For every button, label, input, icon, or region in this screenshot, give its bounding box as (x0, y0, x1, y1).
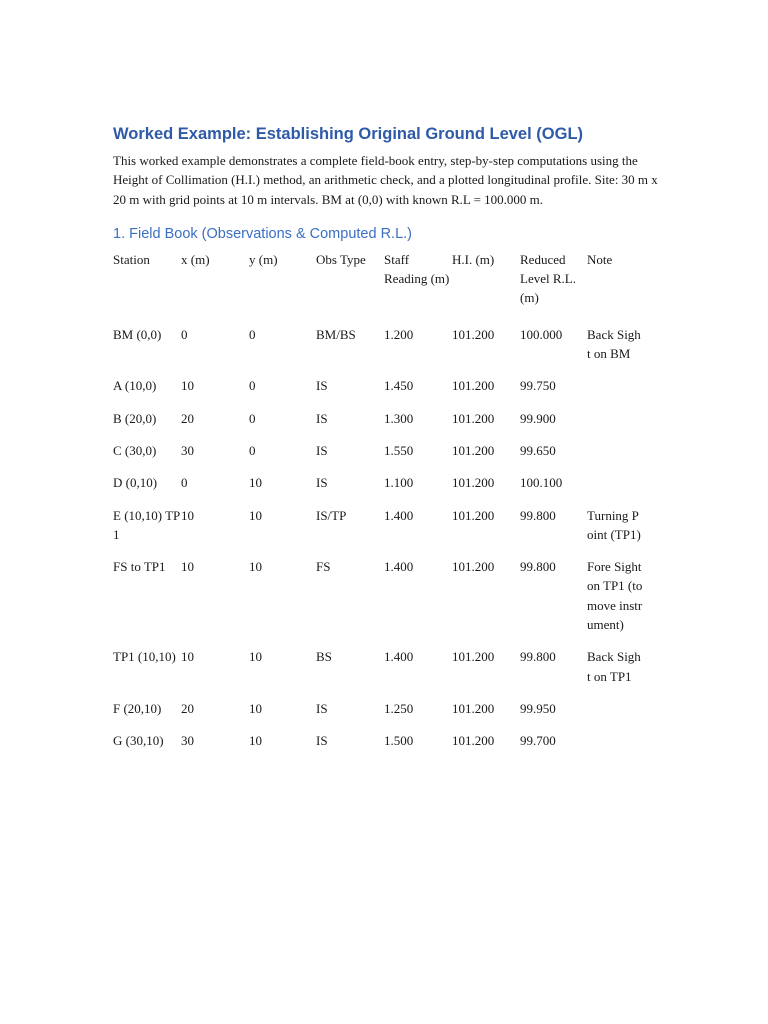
cell-x: 10 (181, 559, 194, 575)
cell-reduced-level: 99.800 (520, 507, 556, 523)
cell-station: B (20,0) (113, 410, 157, 426)
cell-reduced-level: 99.750 (520, 378, 556, 394)
cell-note (587, 409, 643, 441)
cell-note (587, 441, 643, 473)
cell-hi: 101.200 (452, 378, 495, 394)
cell-note: Back Sight on BM (587, 326, 641, 362)
table-row (113, 325, 643, 377)
cell-staff-reading: 1.450 (384, 378, 414, 394)
cell-obs-type: IS (316, 378, 328, 394)
header-obs-type: Obs Type (316, 251, 366, 267)
cell-staff-reading: 1.100 (384, 475, 414, 491)
cell-x: 0 (181, 475, 188, 491)
cell-y: 10 (249, 475, 262, 491)
cell-hi: 101.200 (452, 442, 495, 458)
cell-obs-type: IS (316, 475, 328, 491)
cell-reduced-level: 99.900 (520, 410, 556, 426)
cell-obs-type: BS (316, 649, 332, 665)
cell-staff-reading: 1.400 (384, 507, 414, 523)
table-body (113, 325, 643, 764)
cell-reduced-level: 99.800 (520, 649, 556, 665)
table-row (113, 647, 643, 699)
cell-staff-reading: 1.250 (384, 700, 414, 716)
cell-reduced-level: 100.000 (520, 326, 563, 342)
cell-hi: 101.200 (452, 507, 495, 523)
header-x: x (m) (181, 251, 210, 267)
cell-reduced-level: 99.950 (520, 700, 556, 716)
cell-y: 10 (249, 649, 262, 665)
cell-hi: 101.200 (452, 733, 495, 749)
intro-paragraph: This worked example demonstrates a complete field-book entry, step-by-step computations using the Height of Collimation (H.I.) method, an arithmetic check, and a plotted longitudinal profile. Site: 30 m x 20 m with grid points at 10 m intervals. BM at (0,0) with known R.L = 100.000 m. (113, 153, 658, 207)
cell-note: Turning Point (TP1) (587, 507, 641, 542)
cell-obs-type: IS (316, 733, 328, 749)
cell-station: C (30,0) (113, 442, 157, 458)
header-note: Note (587, 251, 613, 267)
header-reduced-level: Reduced Level R.L. (m) (520, 251, 576, 306)
cell-obs-type: FS (316, 559, 331, 575)
cell-station: G (30,10) (113, 733, 164, 749)
cell-note (587, 376, 643, 408)
cell-note (587, 473, 643, 505)
cell-y: 0 (249, 410, 256, 426)
cell-x: 30 (181, 442, 194, 458)
cell-station: A (10,0) (113, 378, 157, 394)
cell-y: 0 (249, 326, 256, 342)
table-row (113, 473, 643, 505)
cell-station: FS to TP1 (113, 559, 166, 575)
cell-y: 0 (249, 442, 256, 458)
cell-note (587, 731, 643, 763)
cell-staff-reading: 1.400 (384, 649, 414, 665)
cell-x: 10 (181, 378, 194, 394)
cell-staff-reading: 1.500 (384, 733, 414, 749)
cell-station: E (10,10) TP1 (113, 507, 181, 542)
cell-y: 10 (249, 559, 262, 575)
cell-obs-type: IS (316, 442, 328, 458)
cell-x: 30 (181, 733, 194, 749)
table-row (113, 731, 643, 763)
table-row (113, 409, 643, 441)
cell-reduced-level: 99.700 (520, 733, 556, 749)
cell-obs-type: IS (316, 410, 328, 426)
document-page (113, 122, 658, 764)
table-row (113, 557, 643, 647)
cell-y: 10 (249, 733, 262, 749)
cell-reduced-level: 99.650 (520, 442, 556, 458)
cell-x: 20 (181, 700, 194, 716)
cell-hi: 101.200 (452, 700, 495, 716)
table-header-row (113, 250, 643, 325)
cell-x: 0 (181, 326, 188, 342)
table-row (113, 506, 643, 558)
cell-staff-reading: 1.550 (384, 442, 414, 458)
cell-hi: 101.200 (452, 559, 495, 575)
cell-station: TP1 (10,10) (113, 649, 176, 665)
cell-y: 0 (249, 378, 256, 394)
field-book-table (113, 250, 643, 764)
cell-hi: 101.200 (452, 475, 495, 491)
cell-x: 10 (181, 507, 194, 523)
header-hi: H.I. (m) (452, 251, 495, 267)
cell-reduced-level: 100.100 (520, 475, 563, 491)
cell-x: 20 (181, 410, 194, 426)
cell-staff-reading: 1.300 (384, 410, 414, 426)
cell-note: Back Sight on TP1 (587, 649, 641, 684)
cell-obs-type: IS (316, 700, 328, 716)
table-row (113, 699, 643, 731)
cell-reduced-level: 99.800 (520, 559, 556, 575)
cell-station: D (0,10) (113, 475, 158, 491)
cell-staff-reading: 1.200 (384, 326, 414, 342)
cell-obs-type: BM/BS (316, 326, 356, 342)
cell-note (587, 699, 643, 731)
header-y: y (m) (249, 251, 278, 267)
cell-note: Fore Sight on TP1 (to move instrument) (587, 559, 643, 633)
cell-staff-reading: 1.400 (384, 559, 414, 575)
cell-x: 10 (181, 649, 194, 665)
section-heading-field-book: 1. Field Book (Observations & Computed R.L.) (113, 225, 412, 242)
cell-y: 10 (249, 507, 262, 523)
page-title: Worked Example: Establishing Original Ground Level (OGL) (113, 125, 584, 143)
cell-obs-type: IS/TP (316, 507, 347, 523)
cell-station: BM (0,0) (113, 326, 162, 342)
table-row (113, 441, 643, 473)
cell-station: F (20,10) (113, 700, 162, 716)
cell-hi: 101.200 (452, 410, 495, 426)
cell-y: 10 (249, 700, 262, 716)
header-station: Station (113, 251, 150, 267)
cell-hi: 101.200 (452, 326, 495, 342)
header-staff-reading: Staff Reading (m) (384, 251, 450, 287)
table-row (113, 376, 643, 408)
cell-hi: 101.200 (452, 649, 495, 665)
